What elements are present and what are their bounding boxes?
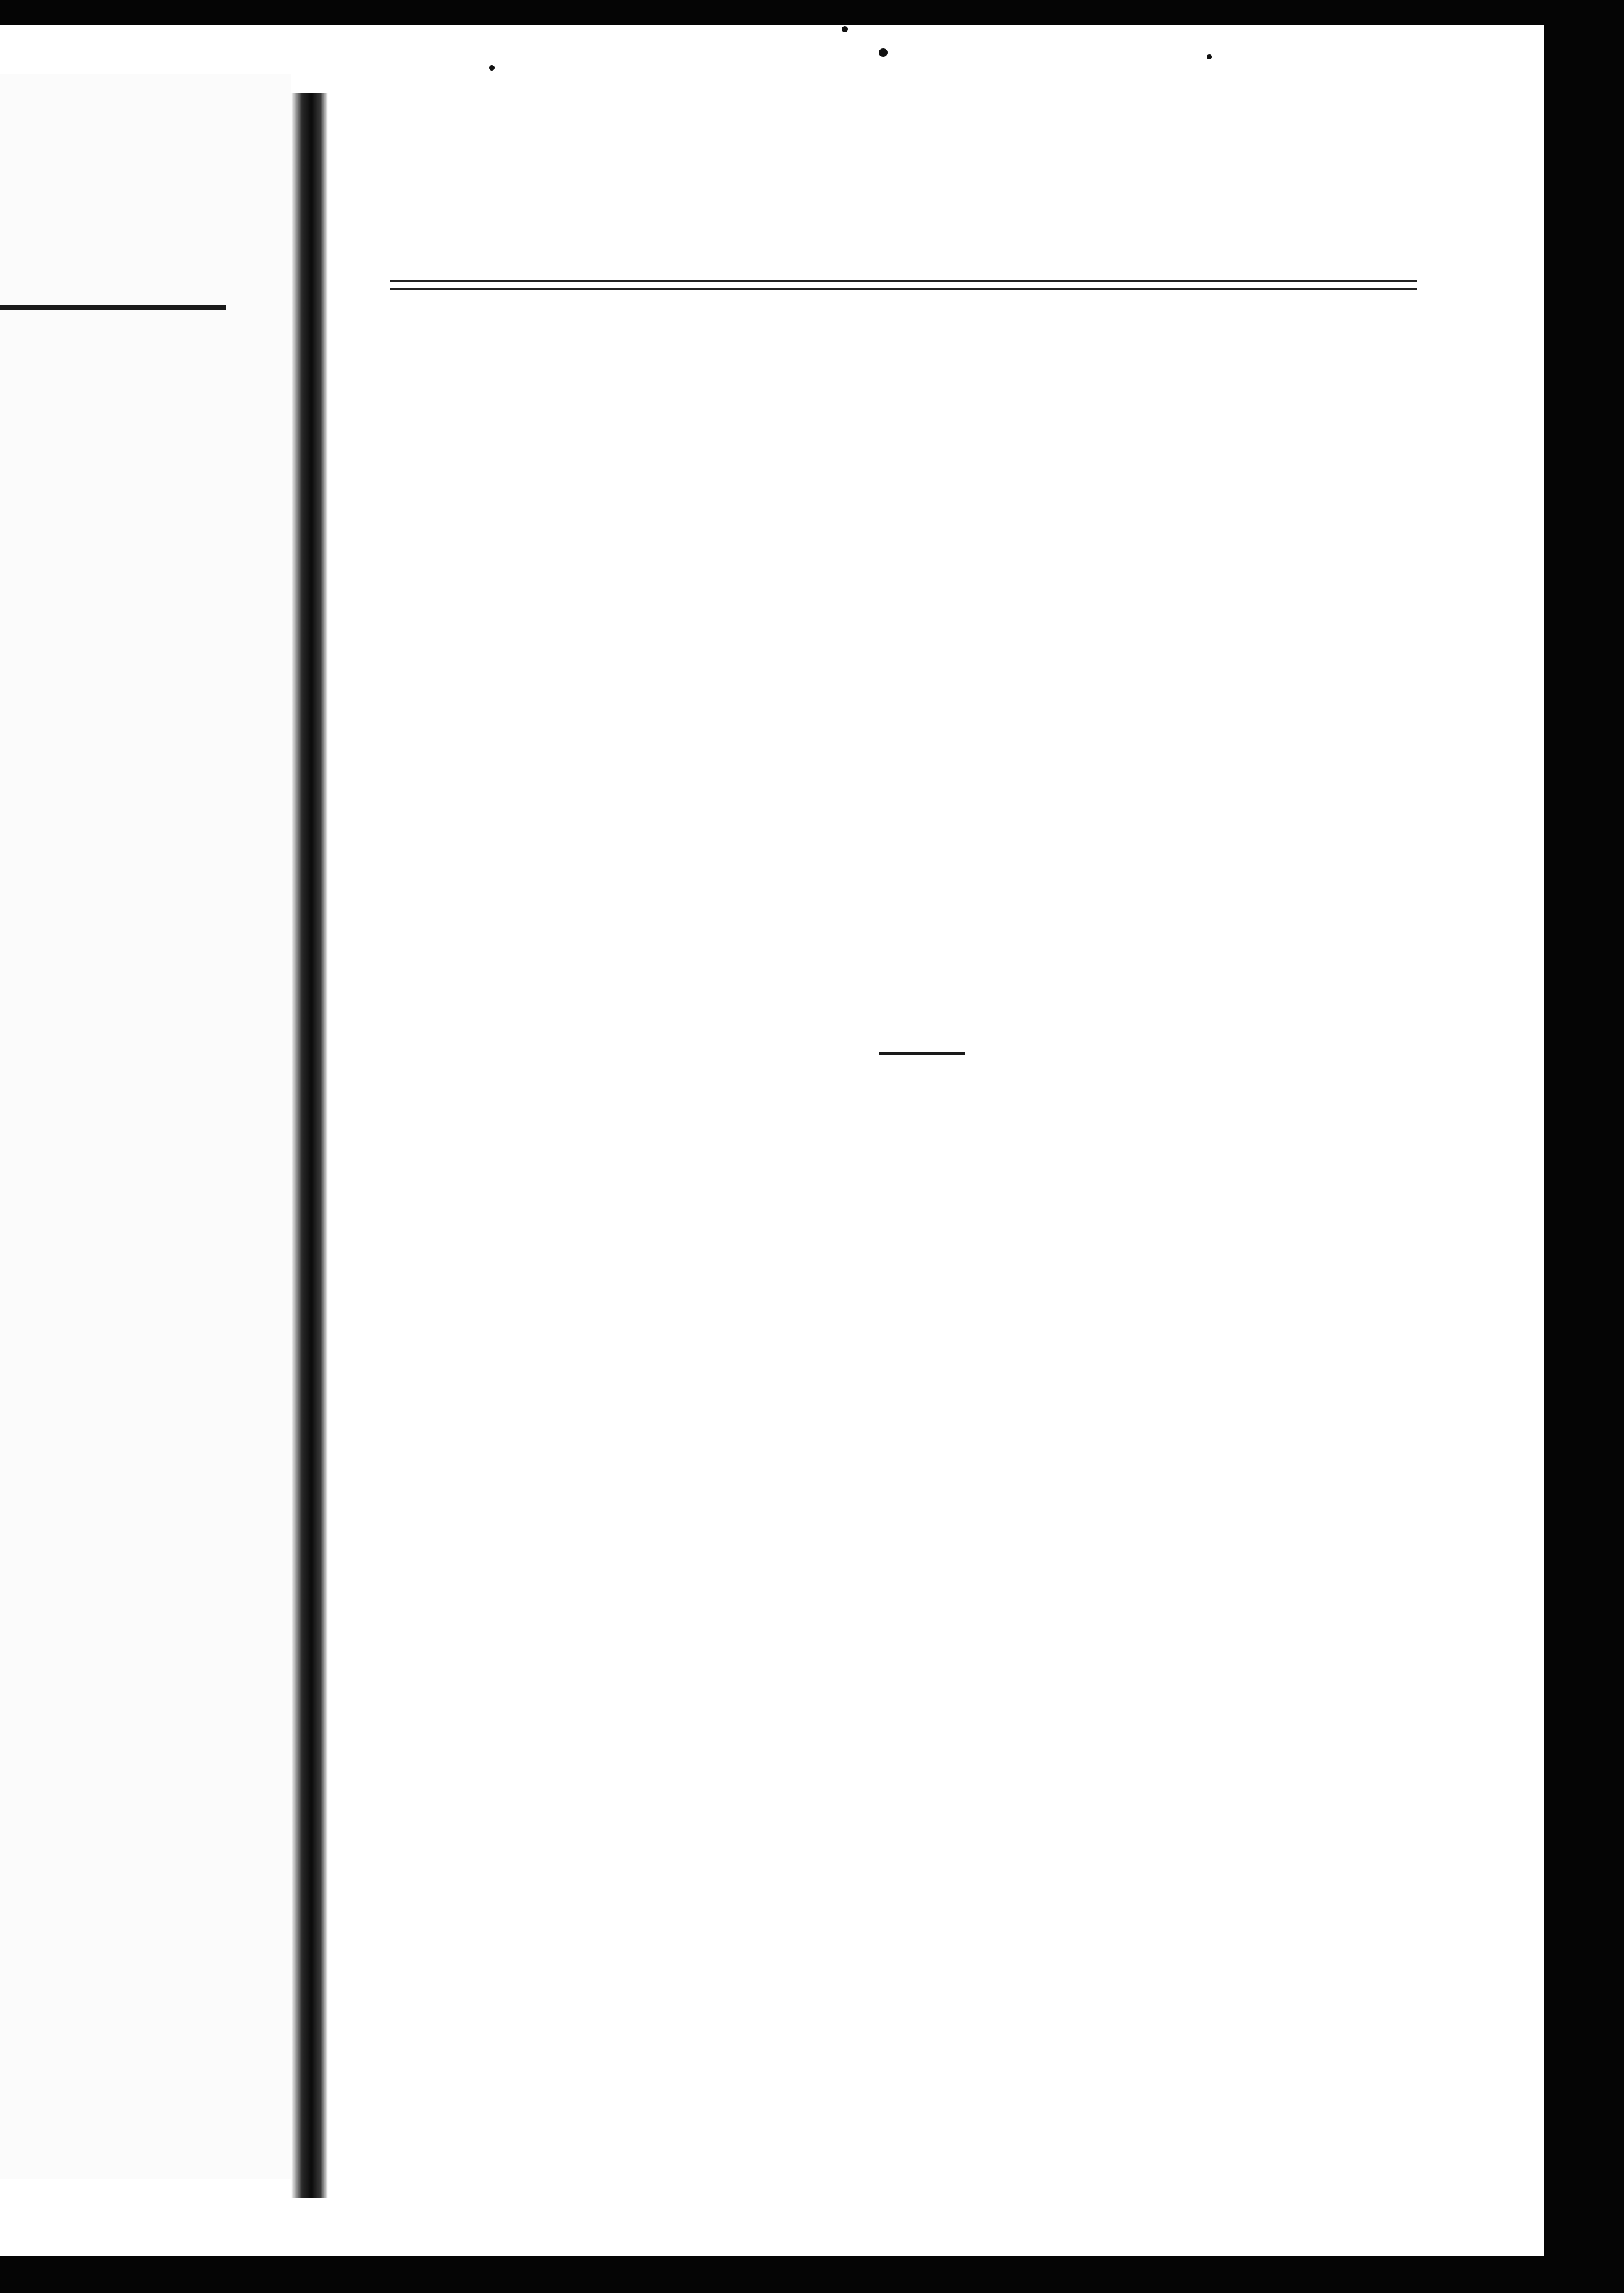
section-divider <box>879 1052 965 1055</box>
scan-border-top <box>0 0 1624 25</box>
scan-speck <box>1207 54 1212 59</box>
scan-speck <box>879 48 888 57</box>
scan-speck <box>489 65 495 71</box>
scan-border-bottom <box>0 2256 1624 2293</box>
scan-border-right <box>1544 0 1624 2293</box>
header-rule <box>390 280 1417 290</box>
book-gutter <box>291 93 328 2198</box>
scan-speck <box>842 26 848 32</box>
right-page <box>322 68 1544 2222</box>
left-page <box>0 74 291 2179</box>
left-page-rule <box>0 305 226 310</box>
